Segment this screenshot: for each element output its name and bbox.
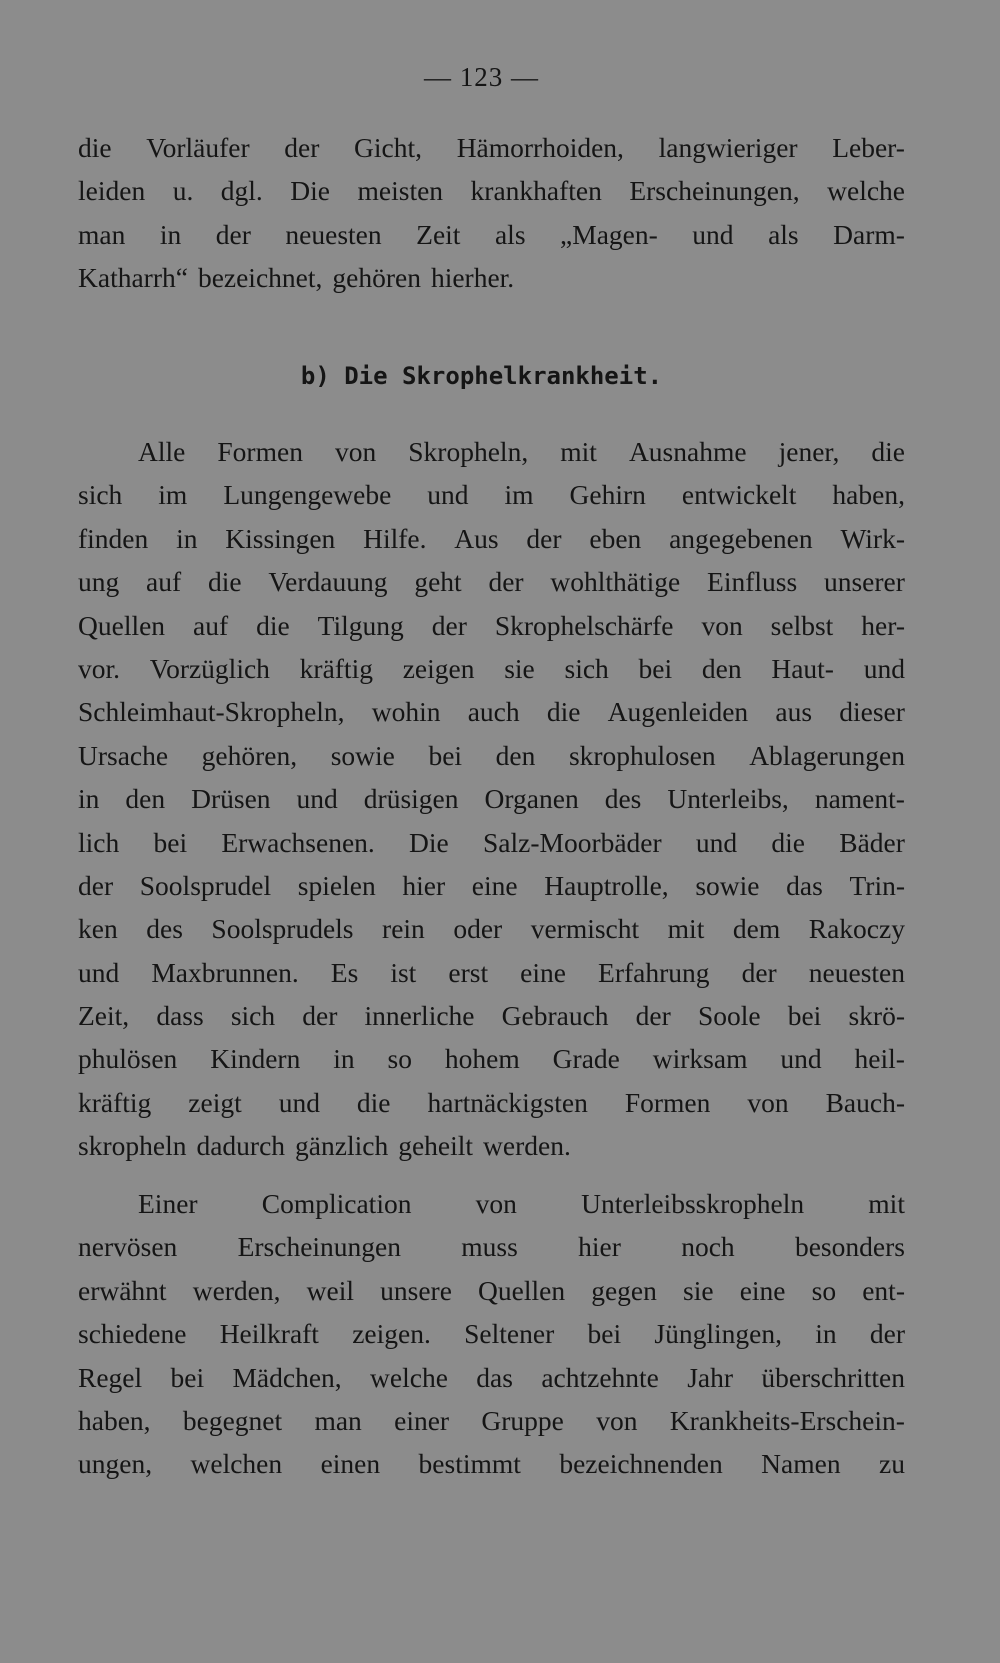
- text-line: Katharrh“ bezeichnet, gehören hierher.: [78, 262, 515, 294]
- text-line: erwähnt werden, weil unsere Quellen gegen sie eine so ent-: [78, 1274, 905, 1306]
- text-line: lich bei Erwachsenen. Die Salz-Moorbäder und die Bäder: [78, 826, 905, 858]
- text-line: schiedene Heilkraft zeigen. Seltener bei Jünglingen, in der: [78, 1318, 905, 1350]
- paragraph-complication: [78, 1182, 905, 1486]
- text-line: phulösen Kindern in so hohem Grade wirksam und heil-: [78, 1043, 905, 1075]
- paragraph-continued: [78, 126, 905, 300]
- text-line: kräftig zeigt und die hartnäckigsten Formen von Bauch-: [78, 1086, 905, 1118]
- text-line: man in der neuesten Zeit als „Magen- und als Darm-: [78, 218, 905, 250]
- text-line: die Vorläufer der Gicht, Hämorrhoiden, langwieriger Leber-: [78, 132, 905, 163]
- text-line: der Soolsprudel spielen hier eine Hauptrolle, sowie das Trin-: [78, 869, 905, 901]
- text-line: haben, begegnet man einer Gruppe von Krankheits-Erschein-: [78, 1404, 905, 1436]
- text-line: Zeit, dass sich der innerliche Gebrauch der Soole bei skrö-: [78, 1000, 905, 1032]
- paragraph-skropheln: [78, 430, 905, 1168]
- text-line: ungen, welchen einen bestimmt bezeichnenden Namen zu: [78, 1448, 905, 1480]
- section-heading: b) Die Skrophelkrankheit.: [300, 362, 663, 390]
- text-line: in den Drüsen und drüsigen Organen des Unterleibs, nament-: [78, 783, 905, 815]
- text-line: vor. Vorzüglich kräftig zeigen sie sich bei den Haut- und: [78, 652, 905, 684]
- text-line: ung auf die Verdauung geht der wohlthätige Einfluss unserer: [78, 566, 905, 598]
- text-line: Schleimhaut-Skropheln, wohin auch die Augenleiden aus dieser: [78, 696, 905, 728]
- text-line: leiden u. dgl. Die meisten krankhaften Erscheinungen, welche: [78, 175, 905, 207]
- text-line: Einer Complication von Unterleibsskropheln mit: [138, 1188, 905, 1219]
- text-line: Regel bei Mädchen, welche das achtzehnte Jahr überschritten: [78, 1361, 905, 1393]
- text-line: sich im Lungengewebe und im Gehirn entwickelt haben,: [78, 479, 905, 511]
- page-number: — 123 —: [424, 62, 539, 92]
- text-line: nervösen Erscheinungen muss hier noch besonders: [78, 1231, 905, 1263]
- text-line: ken des Soolsprudels rein oder vermischt mit dem Rakoczy: [78, 913, 905, 945]
- text-line: Quellen auf die Tilgung der Skrophelschärfe von selbst her-: [78, 609, 905, 641]
- text-line: skropheln dadurch gänzlich geheilt werden.: [78, 1130, 571, 1162]
- text-line: und Maxbrunnen. Es ist erst eine Erfahrung der neuesten: [78, 956, 905, 988]
- text-line: finden in Kissingen Hilfe. Aus der eben angegebenen Wirk-: [78, 522, 905, 554]
- text-line: Alle Formen von Skropheln, mit Ausnahme jener, die: [138, 436, 905, 467]
- text-line: Ursache gehören, sowie bei den skrophulosen Ablagerungen: [78, 739, 905, 771]
